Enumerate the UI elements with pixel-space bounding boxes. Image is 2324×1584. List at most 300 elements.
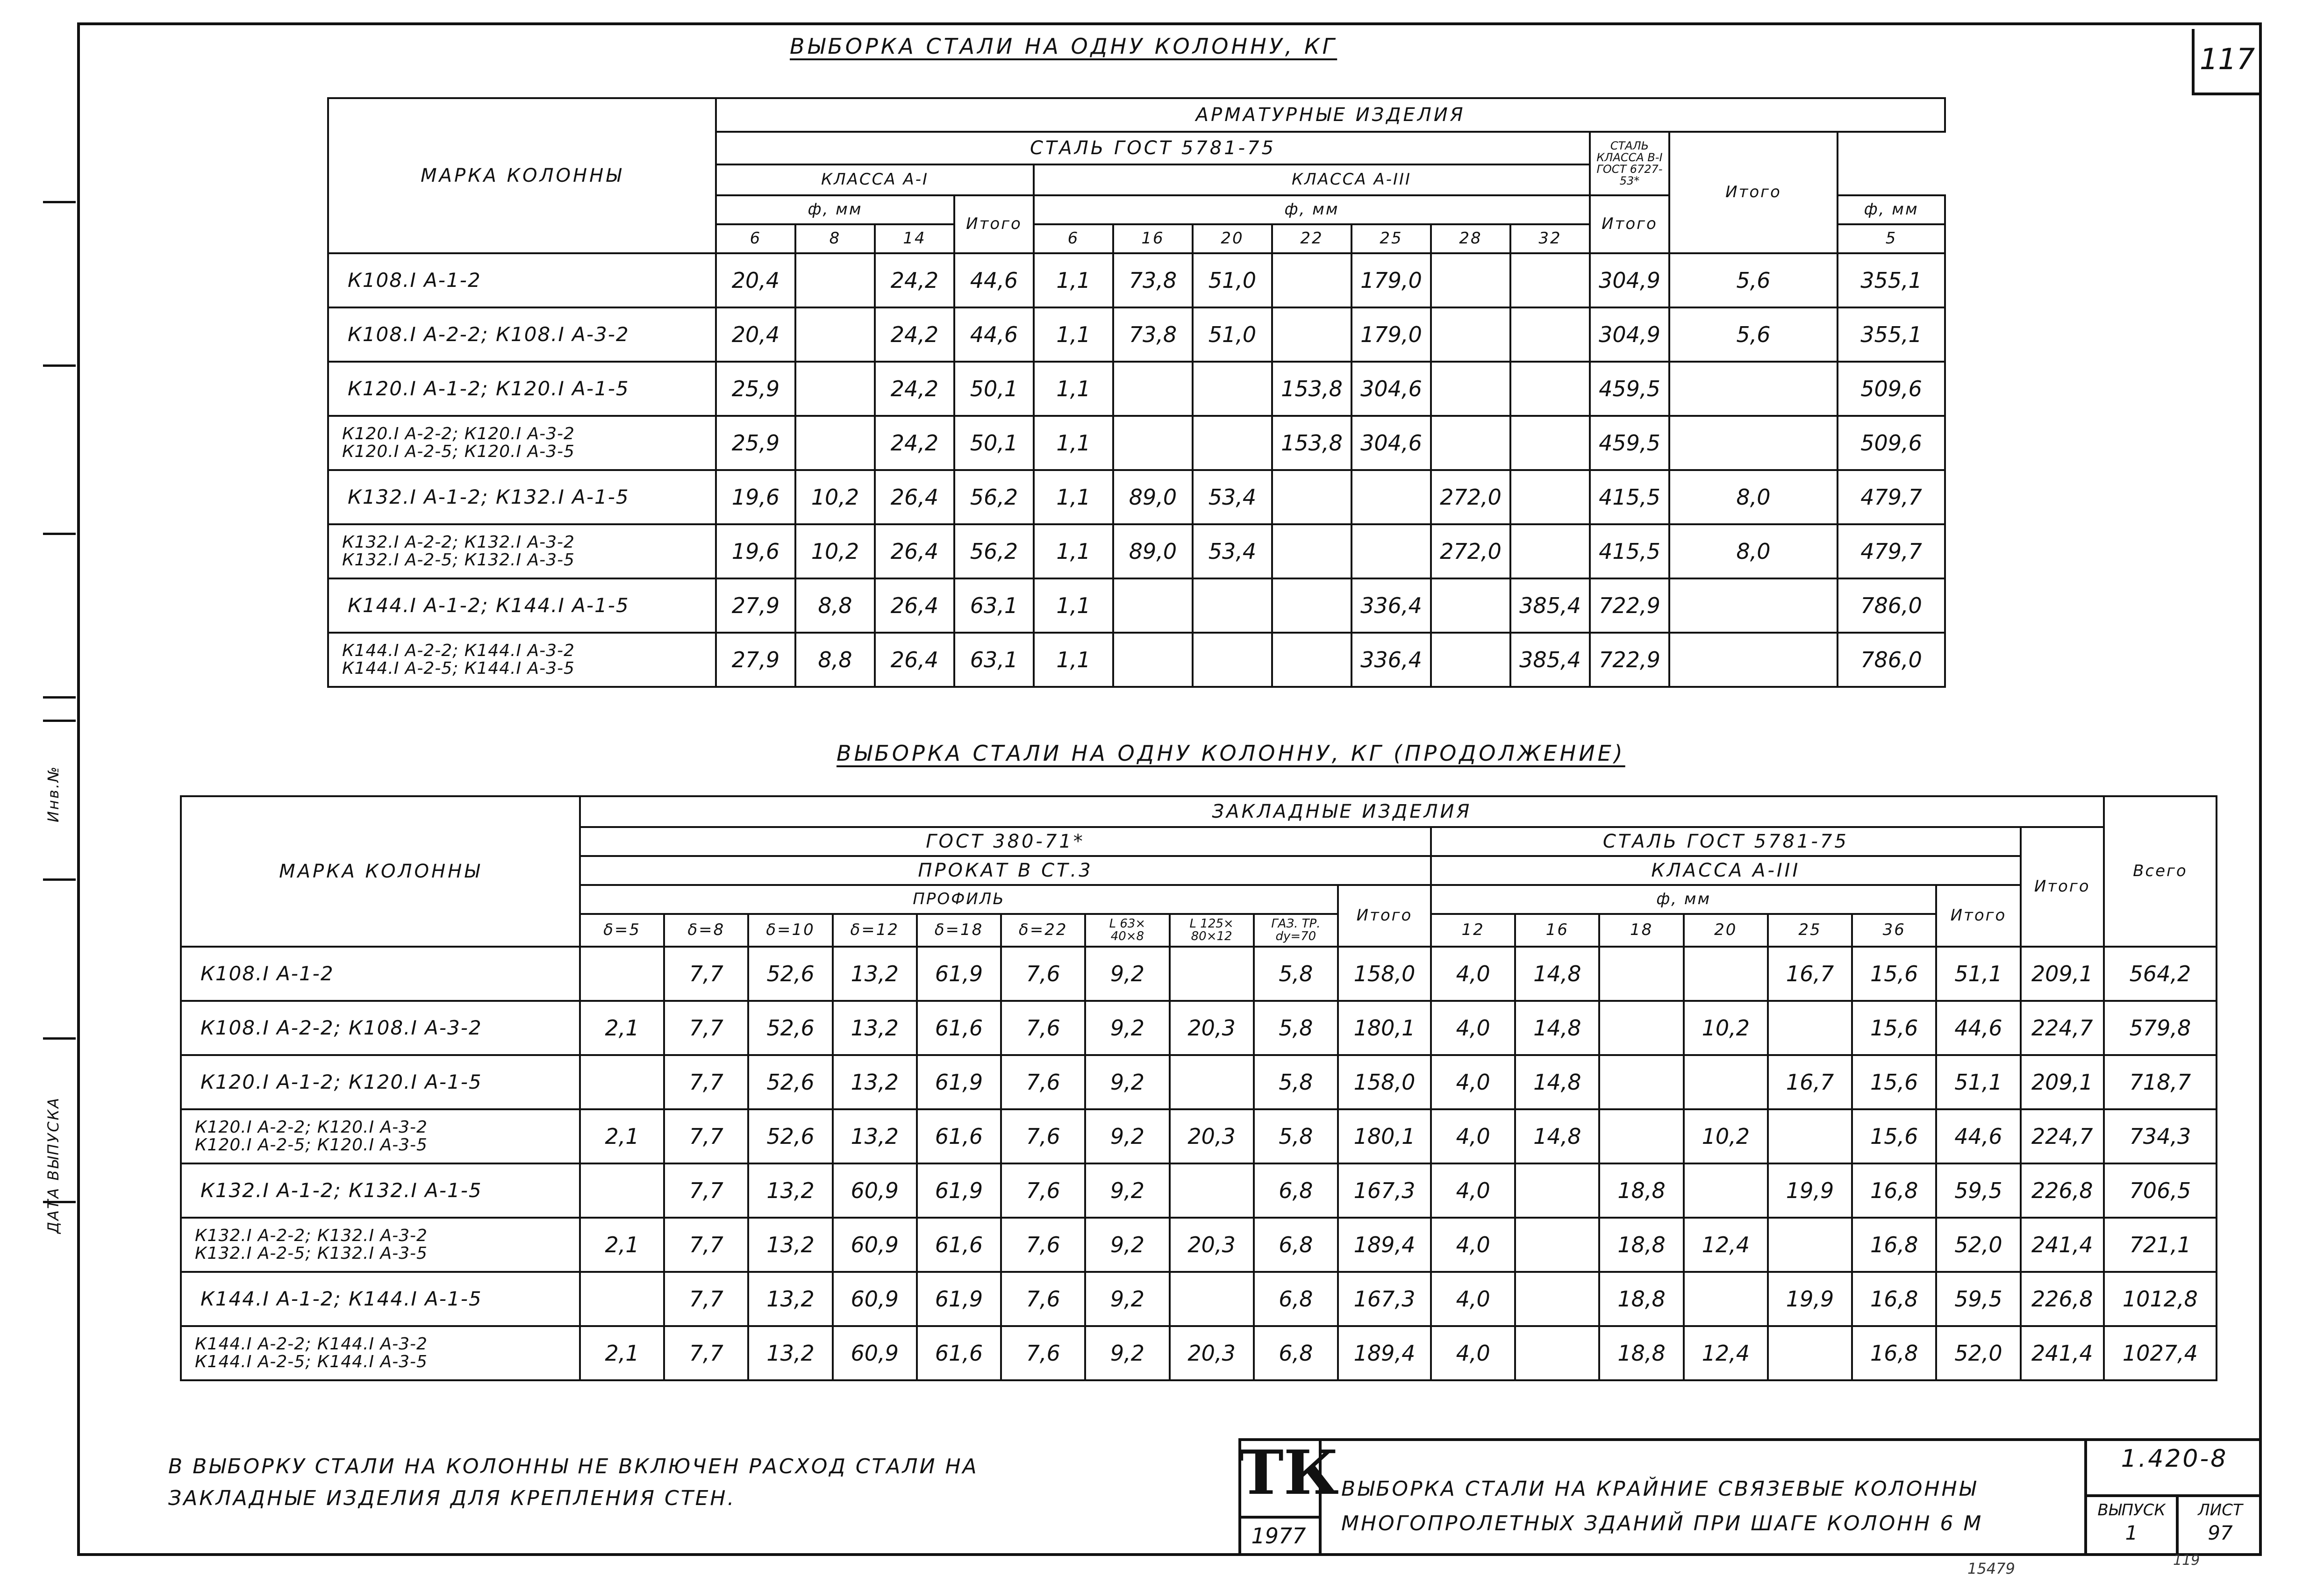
sidebar-inventory-label: Инв.№ — [44, 765, 62, 822]
table2-header-itogo: Итого — [2021, 827, 2104, 947]
cell-value — [580, 947, 664, 1001]
cell-value: 734,3 — [2104, 1109, 2217, 1163]
cell-value: 10,2 — [795, 524, 875, 578]
cell-value: 16,8 — [1852, 1326, 1936, 1380]
cell-value: 60,9 — [833, 1326, 917, 1380]
cell-value: 60,9 — [833, 1218, 917, 1272]
table1-diam: 22 — [1272, 224, 1351, 253]
table2-diam: 16 — [1515, 914, 1599, 947]
cell-value: 25,9 — [716, 416, 795, 470]
cell-value: 336,4 — [1351, 578, 1431, 633]
table2-profile: δ=12 — [833, 914, 917, 947]
note-line1: В ВЫБОРКУ СТАЛИ НА КОЛОННЫ НЕ ВКЛЮЧЕН РАСХОД СТАЛИ НА — [168, 1455, 979, 1478]
cell-value: 4,0 — [1431, 1326, 1515, 1380]
cell-value: 226,8 — [2021, 1272, 2104, 1326]
sidebar-date-label: ДАТА ВЫПУСКА — [44, 1096, 62, 1234]
table1-diam: 6 — [716, 224, 795, 253]
table-row — [328, 524, 1945, 578]
cell-value — [795, 307, 875, 362]
table-row — [328, 470, 1945, 524]
table1-header-class-a3: КЛАССА А-III — [1034, 164, 1669, 195]
cell-value — [1669, 578, 1838, 633]
cell-value: 50,1 — [954, 416, 1034, 470]
cell-value: 20,3 — [1170, 1218, 1254, 1272]
column-mark-line: К144.I А-1-2; К144.I А-1-5 — [200, 1287, 482, 1310]
cell-value: 53,4 — [1193, 470, 1272, 524]
table1-header-subtotal-a1: Итого — [954, 195, 1034, 253]
cell-value: 7,6 — [1001, 1218, 1085, 1272]
angle2-line2: 80×12 — [1191, 929, 1232, 943]
column-mark-line: К144.I А-2-2; К144.I А-3-2 — [342, 641, 575, 661]
note — [168, 1451, 979, 1514]
cell-value: 61,6 — [917, 1218, 1001, 1272]
column-mark — [181, 1163, 580, 1218]
cell-value: 8,0 — [1669, 524, 1838, 578]
cell-value — [1510, 253, 1590, 307]
cell-value: 4,0 — [1431, 1218, 1515, 1272]
pipe-line1: ГАЗ. ТР. — [1271, 916, 1321, 931]
cell-value: 51,1 — [1936, 1055, 2020, 1109]
cell-value: 5,8 — [1254, 1001, 1338, 1055]
column-mark — [328, 470, 716, 524]
cell-value: 61,9 — [917, 1055, 1001, 1109]
table2-header-group: ЗАКЛАДНЫЕ ИЗДЕЛИЯ — [580, 796, 2104, 827]
table2-profile: δ=5 — [580, 914, 664, 947]
cell-value — [580, 1163, 664, 1218]
cell-value: 52,6 — [748, 1001, 832, 1055]
table2-header-mark: МАРКА КОЛОННЫ — [181, 796, 580, 947]
cell-value: 13,2 — [748, 1272, 832, 1326]
cell-value: 13,2 — [833, 1001, 917, 1055]
table2-diam: 18 — [1599, 914, 1683, 947]
margin-tick — [43, 201, 76, 203]
column-mark — [328, 362, 716, 416]
cell-value — [1193, 416, 1272, 470]
cell-value: 26,4 — [875, 633, 954, 687]
column-mark — [181, 947, 580, 1001]
cell-value: 355,1 — [1838, 307, 1945, 362]
cell-value: 5,8 — [1254, 1055, 1338, 1109]
cell-value: 4,0 — [1431, 1272, 1515, 1326]
table1-header-phi-b1: ф, мм — [1838, 195, 1945, 224]
cell-value: 1,1 — [1034, 578, 1113, 633]
margin-tick — [43, 720, 76, 722]
cell-value: 4,0 — [1431, 1109, 1515, 1163]
cell-value: 16,8 — [1852, 1272, 1936, 1326]
cell-value: 24,2 — [875, 253, 954, 307]
table2-diam: 25 — [1768, 914, 1852, 947]
cell-value: 50,1 — [954, 362, 1034, 416]
column-mark — [328, 307, 716, 362]
cell-value: 1,1 — [1034, 307, 1113, 362]
table2-header-prokat: ПРОКАТ В СТ.3 — [580, 856, 1431, 885]
table-row — [181, 1218, 2217, 1272]
cell-value: 63,1 — [954, 633, 1034, 687]
cell-value: 51,0 — [1193, 253, 1272, 307]
cell-value: 59,5 — [1936, 1272, 2020, 1326]
cell-value: 24,2 — [875, 307, 954, 362]
table2-header-class-a3: КЛАССА А-III — [1431, 856, 2021, 885]
cell-value: 7,6 — [1001, 947, 1085, 1001]
table-row — [328, 578, 1945, 633]
cell-value: 459,5 — [1590, 416, 1669, 470]
column-mark — [328, 633, 716, 687]
cell-value: 2,1 — [580, 1109, 664, 1163]
cell-value: 61,9 — [917, 947, 1001, 1001]
stamp-desc-line1: ВЫБОРКА СТАЛИ НА КРАЙНИЕ СВЯЗЕВЫЕ КОЛОННЫ — [1341, 1477, 1978, 1501]
cell-value — [1170, 1055, 1254, 1109]
cell-value — [1170, 1272, 1254, 1326]
stamp-right-cell — [2084, 1438, 2262, 1556]
cell-value: 15,6 — [1852, 1001, 1936, 1055]
cell-value: 52,0 — [1936, 1326, 2020, 1380]
table2-header-profile: ПРОФИЛЬ — [580, 885, 1338, 914]
cell-value: 16,8 — [1852, 1218, 1936, 1272]
cell-value: 7,6 — [1001, 1109, 1085, 1163]
cell-value: 1012,8 — [2104, 1272, 2217, 1326]
table2-diam: 36 — [1852, 914, 1936, 947]
cell-value: 226,8 — [2021, 1163, 2104, 1218]
cell-value: 304,6 — [1351, 416, 1431, 470]
cell-value — [1669, 416, 1838, 470]
cell-value — [1599, 1001, 1683, 1055]
cell-value: 1,1 — [1034, 362, 1113, 416]
table2-profile: δ=22 — [1001, 914, 1085, 947]
cell-value: 706,5 — [2104, 1163, 2217, 1218]
pipe-line2: dу=70 — [1275, 929, 1316, 943]
cell-value — [1510, 362, 1590, 416]
cell-value: 63,1 — [954, 578, 1034, 633]
cell-value — [1193, 362, 1272, 416]
cell-value: 13,2 — [748, 1218, 832, 1272]
cell-value: 61,9 — [917, 1272, 1001, 1326]
cell-value: 14,8 — [1515, 1001, 1599, 1055]
cell-value — [1193, 578, 1272, 633]
cell-value: 20,3 — [1170, 1109, 1254, 1163]
table1-diam: 32 — [1510, 224, 1590, 253]
cell-value: 167,3 — [1338, 1163, 1431, 1218]
column-mark-line: К132.I А-1-2; К132.I А-1-5 — [348, 485, 629, 508]
cell-value: 415,5 — [1590, 470, 1669, 524]
column-mark-line: К108.I А-1-2 — [200, 962, 334, 985]
cell-value: 7,7 — [664, 1272, 748, 1326]
cell-value: 19,6 — [716, 524, 795, 578]
cell-value: 189,4 — [1338, 1218, 1431, 1272]
table-row — [181, 1055, 2217, 1109]
cell-value: 51,1 — [1936, 947, 2020, 1001]
cell-value: 224,7 — [2021, 1109, 2104, 1163]
cell-value — [1431, 362, 1510, 416]
table2-header-subtotal-a3: Итого — [1936, 885, 2020, 947]
cell-value: 19,9 — [1768, 1272, 1852, 1326]
page-number-box — [2192, 29, 2262, 95]
cell-value: 272,0 — [1431, 470, 1510, 524]
cell-value: 9,2 — [1085, 1326, 1169, 1380]
cell-value: 13,2 — [833, 1109, 917, 1163]
cell-value — [1351, 524, 1431, 578]
cell-value: 479,7 — [1838, 524, 1945, 578]
cell-value: 158,0 — [1338, 1055, 1431, 1109]
cell-value: 9,2 — [1085, 1055, 1169, 1109]
cell-value — [1599, 947, 1683, 1001]
footer-number-right: 119 — [2173, 1552, 2200, 1569]
cell-value: 6,8 — [1254, 1163, 1338, 1218]
cell-value: 19,9 — [1768, 1163, 1852, 1218]
cell-value: 5,8 — [1254, 947, 1338, 1001]
cell-value: 7,6 — [1001, 1001, 1085, 1055]
cell-value: 385,4 — [1510, 578, 1590, 633]
cell-value — [1170, 947, 1254, 1001]
cell-value — [1113, 362, 1193, 416]
cell-value: 180,1 — [1338, 1001, 1431, 1055]
table1-header-steel-b1: СТАЛЬ КЛАССА В-I ГОСТ 6727-53* — [1590, 132, 1669, 195]
angle1-line1: L 63× — [1109, 916, 1146, 931]
cell-value: 26,4 — [875, 578, 954, 633]
cell-value — [1272, 307, 1351, 362]
cell-value: 24,2 — [875, 416, 954, 470]
cell-value: 415,5 — [1590, 524, 1669, 578]
cell-value: 9,2 — [1085, 1001, 1169, 1055]
issue-value: 1 — [2125, 1521, 2138, 1544]
cell-value: 25,9 — [716, 362, 795, 416]
cell-value: 19,6 — [716, 470, 795, 524]
cell-value: 14,8 — [1515, 947, 1599, 1001]
cell-value: 722,9 — [1590, 578, 1669, 633]
logo-cell — [1238, 1437, 1339, 1556]
table-row — [328, 307, 1945, 362]
cell-value: 7,7 — [664, 1218, 748, 1272]
cell-value — [1272, 578, 1351, 633]
cell-value: 8,0 — [1669, 470, 1838, 524]
cell-value — [1768, 1218, 1852, 1272]
stamp-desc-line2: МНОГОПРОЛЕТНЫХ ЗДАНИЙ ПРИ ШАГЕ КОЛОНН 6 М — [1341, 1512, 1983, 1535]
column-mark — [181, 1109, 580, 1163]
cell-value: 7,6 — [1001, 1055, 1085, 1109]
cell-value: 721,1 — [2104, 1218, 2217, 1272]
cell-value — [795, 416, 875, 470]
cell-value: 9,2 — [1085, 1163, 1169, 1218]
table1-diam: 5 — [1838, 224, 1945, 253]
table-row — [328, 633, 1945, 687]
cell-value: 14,8 — [1515, 1109, 1599, 1163]
table2-title: ВЫБОРКА СТАЛИ НА ОДНУ КОЛОННУ, КГ (ПРОДОЛЖЕНИЕ) — [837, 741, 1625, 766]
cell-value — [1684, 1055, 1768, 1109]
cell-value — [1684, 1272, 1768, 1326]
cell-value: 61,6 — [917, 1326, 1001, 1380]
table1-header-subtotal-a3: Итого — [1590, 195, 1669, 253]
cell-value: 2,1 — [580, 1218, 664, 1272]
cell-value: 224,7 — [2021, 1001, 2104, 1055]
cell-value: 304,6 — [1351, 362, 1431, 416]
cell-value — [1510, 524, 1590, 578]
cell-value: 8,8 — [795, 578, 875, 633]
cell-value: 61,6 — [917, 1109, 1001, 1163]
cell-value — [1351, 470, 1431, 524]
column-mark-line: К132.I А-2-2; К132.I А-3-2 — [195, 1226, 428, 1246]
table2-header-gost5781: СТАЛЬ ГОСТ 5781-75 — [1431, 827, 2021, 856]
margin-tick — [43, 696, 76, 699]
cell-value: 52,6 — [748, 947, 832, 1001]
table-row — [328, 253, 1945, 307]
cell-value — [1272, 253, 1351, 307]
angle2-line1: L 125× — [1189, 916, 1234, 931]
cell-value — [795, 362, 875, 416]
cell-value: 53,4 — [1193, 524, 1272, 578]
cell-value: 241,4 — [2021, 1326, 2104, 1380]
tk-logo: ТК — [1238, 1437, 1339, 1508]
cell-value: 18,8 — [1599, 1326, 1683, 1380]
cell-value: 24,2 — [875, 362, 954, 416]
cell-value: 52,6 — [748, 1055, 832, 1109]
table2-profile-angle1 — [1085, 914, 1169, 947]
cell-value: 7,7 — [664, 1326, 748, 1380]
column-mark — [328, 253, 716, 307]
cell-value: 9,2 — [1085, 1272, 1169, 1326]
cell-value — [1599, 1055, 1683, 1109]
cell-value: 6,8 — [1254, 1272, 1338, 1326]
table1-diam: 25 — [1351, 224, 1431, 253]
table1-title: ВЫБОРКА СТАЛИ НА ОДНУ КОЛОННУ, КГ — [790, 34, 1337, 59]
cell-value: 10,2 — [1684, 1001, 1768, 1055]
cell-value: 1,1 — [1034, 524, 1113, 578]
cell-value: 44,6 — [954, 253, 1034, 307]
column-mark-line: К120.I А-2-5; К120.I А-3-5 — [342, 442, 575, 461]
page-number: 117 — [2199, 42, 2255, 76]
table1-header-gost: СТАЛЬ ГОСТ 5781-75 — [716, 132, 1590, 164]
cell-value: 44,6 — [954, 307, 1034, 362]
cell-value — [1768, 1109, 1852, 1163]
cell-value: 13,2 — [833, 1055, 917, 1109]
table-row — [181, 1326, 2217, 1380]
column-mark-line: К120.I А-1-2; К120.I А-1-5 — [200, 1070, 482, 1093]
cell-value: 304,9 — [1590, 253, 1669, 307]
cell-value: 7,7 — [664, 1001, 748, 1055]
cell-value: 272,0 — [1431, 524, 1510, 578]
cell-value: 8,8 — [795, 633, 875, 687]
cell-value: 44,6 — [1936, 1001, 2020, 1055]
cell-value: 13,2 — [748, 1326, 832, 1380]
cell-value: 509,6 — [1838, 416, 1945, 470]
cell-value — [1669, 362, 1838, 416]
table2-header-vsego: Всего — [2104, 796, 2217, 947]
cell-value — [795, 253, 875, 307]
table1-diam: 28 — [1431, 224, 1510, 253]
margin-tick — [43, 364, 76, 367]
column-mark — [181, 1272, 580, 1326]
cell-value: 4,0 — [1431, 947, 1515, 1001]
cell-value: 1,1 — [1034, 633, 1113, 687]
margin-tick — [43, 533, 76, 535]
footer-number-left: 15479 — [1967, 1560, 2015, 1577]
cell-value — [1515, 1163, 1599, 1218]
cell-value: 241,4 — [2021, 1218, 2104, 1272]
cell-value: 7,7 — [664, 1109, 748, 1163]
cell-value — [1431, 633, 1510, 687]
cell-value: 4,0 — [1431, 1055, 1515, 1109]
column-mark — [328, 416, 716, 470]
cell-value — [1510, 416, 1590, 470]
cell-value: 61,9 — [917, 1163, 1001, 1218]
table1-diam: 16 — [1113, 224, 1193, 253]
cell-value: 61,6 — [917, 1001, 1001, 1055]
cell-value: 16,7 — [1768, 947, 1852, 1001]
column-mark — [181, 1055, 580, 1109]
cell-value: 189,4 — [1338, 1326, 1431, 1380]
cell-value: 13,2 — [833, 947, 917, 1001]
cell-value: 26,4 — [875, 470, 954, 524]
cell-value — [1431, 416, 1510, 470]
column-mark-line: К132.I А-2-5; К132.I А-3-5 — [195, 1244, 428, 1263]
stamp-series: 1.420-8 — [2121, 1445, 2228, 1473]
cell-value: 722,9 — [1590, 633, 1669, 687]
margin-tick — [43, 878, 76, 881]
cell-value: 209,1 — [2021, 947, 2104, 1001]
cell-value: 7,6 — [1001, 1326, 1085, 1380]
cell-value — [1431, 307, 1510, 362]
cell-value: 15,6 — [1852, 947, 1936, 1001]
cell-value: 786,0 — [1838, 633, 1945, 687]
cell-value: 786,0 — [1838, 578, 1945, 633]
cell-value: 459,5 — [1590, 362, 1669, 416]
column-mark — [328, 524, 716, 578]
cell-value: 564,2 — [2104, 947, 2217, 1001]
cell-value — [1431, 578, 1510, 633]
cell-value: 5,6 — [1669, 253, 1838, 307]
column-mark-line: К144.I А-2-2; К144.I А-3-2 — [195, 1334, 428, 1354]
cell-value: 153,8 — [1272, 416, 1351, 470]
table2-profile-angle2 — [1170, 914, 1254, 947]
stamp-right-divider — [2087, 1494, 2262, 1497]
table-row — [181, 1109, 2217, 1163]
cell-value — [1272, 633, 1351, 687]
column-mark-line: К132.I А-2-2; К132.I А-3-2 — [342, 533, 575, 552]
cell-value — [1669, 633, 1838, 687]
cell-value: 12,4 — [1684, 1326, 1768, 1380]
column-mark-line: К108.I А-1-2 — [348, 268, 481, 292]
column-mark — [181, 1001, 580, 1055]
cell-value: 2,1 — [580, 1326, 664, 1380]
column-mark-line: К132.I А-1-2; К132.I А-1-5 — [200, 1178, 482, 1202]
table1-diam: 8 — [795, 224, 875, 253]
cell-value: 18,8 — [1599, 1163, 1683, 1218]
table1-header-total: Итого — [1669, 132, 1838, 253]
cell-value: 479,7 — [1838, 470, 1945, 524]
angle1-line2: 40×8 — [1110, 929, 1144, 943]
embedded-items-table — [180, 795, 2217, 1381]
cell-value: 579,8 — [2104, 1001, 2217, 1055]
cell-value: 15,6 — [1852, 1055, 1936, 1109]
note-line2: ЗАКЛАДНЫЕ ИЗДЕЛИЯ ДЛЯ КРЕПЛЕНИЯ СТЕН. — [168, 1486, 736, 1510]
cell-value — [1515, 1326, 1599, 1380]
cell-value: 1,1 — [1034, 253, 1113, 307]
cell-value: 20,4 — [716, 253, 795, 307]
cell-value: 56,2 — [954, 524, 1034, 578]
cell-value: 16,8 — [1852, 1163, 1936, 1218]
cell-value: 44,6 — [1936, 1109, 2020, 1163]
column-mark-line: К120.I А-2-5; К120.I А-3-5 — [195, 1135, 428, 1155]
cell-value: 20,3 — [1170, 1001, 1254, 1055]
cell-value: 10,2 — [1684, 1109, 1768, 1163]
margin-tick — [43, 1037, 76, 1040]
cell-value — [1515, 1272, 1599, 1326]
table1-header-phi-a1: ф, мм — [716, 195, 954, 224]
column-mark — [181, 1218, 580, 1272]
cell-value — [1113, 578, 1193, 633]
cell-value: 27,9 — [716, 578, 795, 633]
cell-value — [1113, 416, 1193, 470]
cell-value: 4,0 — [1431, 1001, 1515, 1055]
cell-value — [1193, 633, 1272, 687]
